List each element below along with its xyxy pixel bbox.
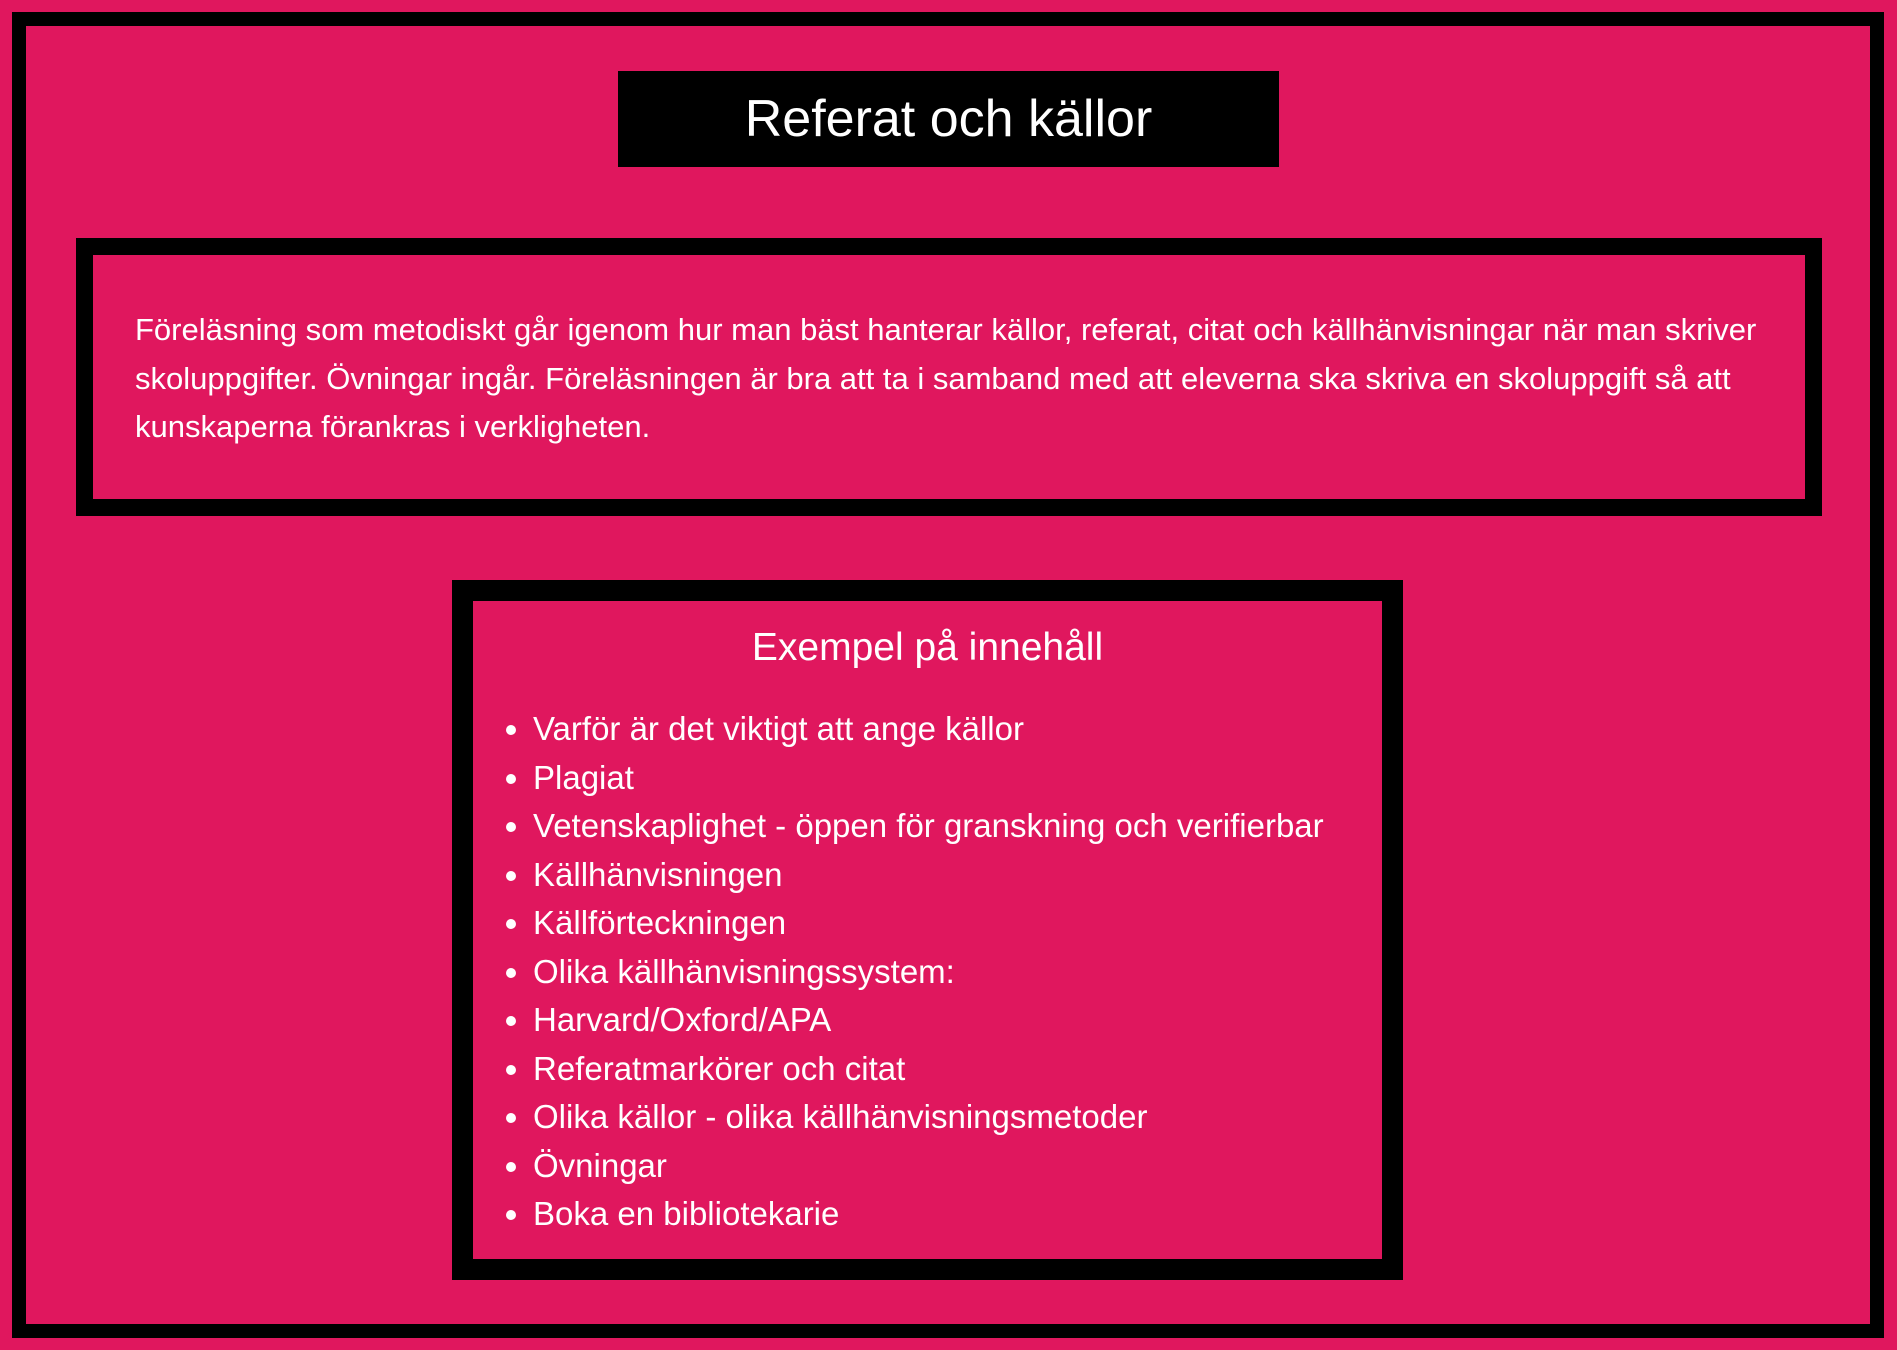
bullet-icon (506, 822, 516, 832)
title-banner (618, 71, 1279, 167)
bullet-icon (506, 871, 516, 881)
list-item-text: Harvard/Oxford/APA (533, 1001, 832, 1038)
list-item (500, 1093, 1324, 1142)
list-item-text: Olika källor - olika källhänvisningsmetoder (533, 1098, 1148, 1135)
bullet-icon (506, 1065, 516, 1075)
list-item-text: Varför är det viktigt att ange källor (533, 710, 1024, 747)
list-item-text: Olika källhänvisningssystem: (533, 952, 955, 990)
list-item-text: Boka en bibliotekarie (533, 1195, 840, 1232)
bullet-icon (506, 1162, 516, 1172)
list-item-text: Vetenskaplighet - öppen för granskning och verifierbar (533, 807, 1324, 844)
bullet-icon (506, 1113, 516, 1123)
bullet-icon (506, 1016, 516, 1026)
list-item-text: Referatmarkörer och citat (533, 1049, 906, 1087)
list-item (500, 1190, 1324, 1239)
list-item (500, 1142, 1324, 1191)
bullet-icon (506, 1210, 516, 1220)
list-item (500, 705, 1324, 754)
content-list (500, 705, 1324, 1239)
content-heading: Exempel på innehåll (751, 626, 1104, 669)
bullet-icon (506, 919, 516, 929)
list-item-text: Källhänvisningen (533, 855, 783, 893)
bullet-icon (506, 968, 516, 978)
description-text: Föreläsning som metodiskt går igenom hur man bäst hanterar källor, referat, citat och källhänvisningar när man skriver skoluppgifter. Övningar ingår. Föreläsningen är bra att ta i samband med att eleverna ska skriva en skoluppgift så att kunskaperna förankras i verkligheten. (135, 312, 1757, 444)
list-item (500, 948, 1324, 997)
list-item (500, 899, 1324, 948)
page-title: Referat och källor (744, 90, 1153, 148)
list-item (500, 1045, 1324, 1094)
bullet-icon (506, 774, 516, 784)
bullet-icon (506, 725, 516, 735)
list-item-text: Källförteckningen (533, 904, 787, 941)
list-item-text: Plagiat (533, 758, 634, 796)
list-item (500, 851, 1324, 900)
list-item (500, 996, 1324, 1045)
list-item (500, 802, 1324, 851)
list-item-text: Övningar (533, 1146, 667, 1184)
list-item (500, 754, 1324, 803)
